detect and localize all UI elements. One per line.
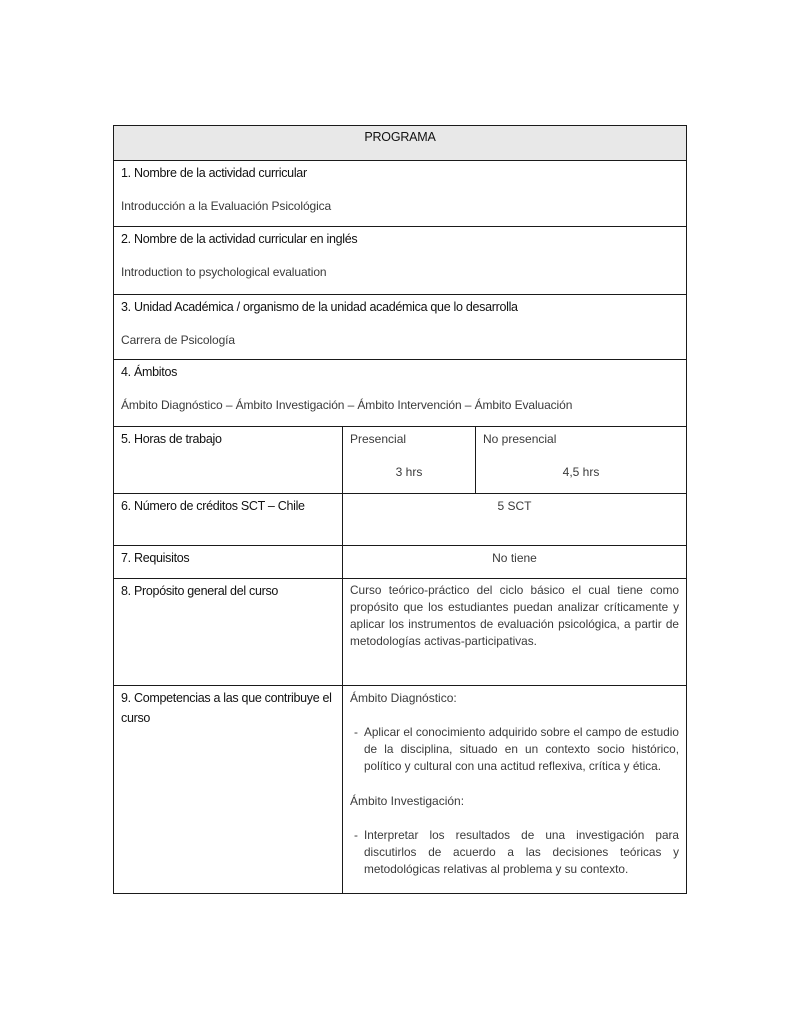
section-1-cell bbox=[114, 161, 687, 227]
ambito-diagnostico-title: Ámbito Diagnóstico: bbox=[350, 691, 457, 705]
section-3-cell bbox=[114, 295, 687, 360]
presencial-cell bbox=[343, 427, 476, 494]
section-5-row bbox=[114, 427, 687, 494]
section-4-value: Ámbito Diagnóstico – Ámbito Investigación – Ámbito Intervención – Ámbito Evaluación bbox=[121, 398, 573, 412]
section-2-row bbox=[114, 227, 687, 295]
bullet-dash: - bbox=[354, 828, 358, 842]
section-5-label: 5. Horas de trabajo bbox=[114, 427, 343, 494]
section-6-row bbox=[114, 494, 687, 546]
requirements-value: No tiene bbox=[492, 551, 537, 565]
section-2-value: Introduction to psychological evaluation bbox=[121, 265, 327, 279]
section-3-value: Carrera de Psicología bbox=[121, 333, 235, 347]
section-1-row bbox=[114, 161, 687, 227]
section-8-cell bbox=[343, 579, 687, 686]
section-6-value bbox=[343, 494, 687, 546]
ambito-investigacion-title: Ámbito Investigación: bbox=[350, 794, 465, 808]
section-2-cell bbox=[114, 227, 687, 295]
section-9-label: 9. Competencias a las que contribuye el curso bbox=[114, 686, 343, 894]
section-8-row bbox=[114, 579, 687, 686]
section-4-cell bbox=[114, 360, 687, 427]
section-3-heading: 3. Unidad Académica / organismo de la unidad académica que lo desarrolla bbox=[121, 300, 518, 314]
purpose-text: Curso teórico-práctico del ciclo básico el cual tiene como propósito que los estudiantes puedan analizar críticamente y aplicar los instrumentos de evaluación psicológica, a partir de metodologías activas-participativas. bbox=[350, 583, 679, 648]
competence-text-1: Aplicar el conocimiento adquirido sobre el campo de estudio de la disciplina, situado en un contexto socio histórico, político y cultural con una actitud reflexiva, crítica y ética. bbox=[364, 725, 679, 773]
program-document bbox=[113, 125, 686, 894]
presencial-value: 3 hrs bbox=[395, 465, 423, 479]
section-9-row bbox=[114, 686, 687, 894]
section-7-value bbox=[343, 546, 687, 579]
no-presencial-label: No presencial bbox=[483, 432, 557, 446]
title-row bbox=[114, 126, 687, 161]
section-2-heading: 2. Nombre de la actividad curricular en inglés bbox=[121, 232, 358, 246]
competence-text-2: Interpretar los resultados de una investigación para discutirlos de acuerdo a las decisiones teóricas y metodológicas relativas al problema y su contexto. bbox=[364, 828, 679, 876]
section-7-row bbox=[114, 546, 687, 579]
section-9-cell bbox=[343, 686, 687, 894]
section-1-heading: 1. Nombre de la actividad curricular bbox=[121, 166, 307, 180]
section-3-row bbox=[114, 295, 687, 360]
section-1-value: Introducción a la Evaluación Psicológica bbox=[121, 199, 332, 213]
no-presencial-value: 4,5 hrs bbox=[562, 465, 600, 479]
program-title: PROGRAMA bbox=[114, 126, 687, 161]
section-7-label: 7. Requisitos bbox=[114, 546, 343, 579]
program-table bbox=[113, 125, 687, 894]
presencial-label: Presencial bbox=[350, 432, 407, 446]
bullet-dash: - bbox=[354, 725, 358, 739]
section-4-row bbox=[114, 360, 687, 427]
credits-value: 5 SCT bbox=[497, 499, 532, 513]
section-8-label: 8. Propósito general del curso bbox=[114, 579, 343, 686]
no-presencial-cell bbox=[476, 427, 687, 494]
section-6-label: 6. Número de créditos SCT – Chile bbox=[114, 494, 343, 546]
section-4-heading: 4. Ámbitos bbox=[121, 365, 178, 379]
competence-item-1 bbox=[354, 724, 679, 775]
competence-item-2 bbox=[354, 827, 679, 878]
